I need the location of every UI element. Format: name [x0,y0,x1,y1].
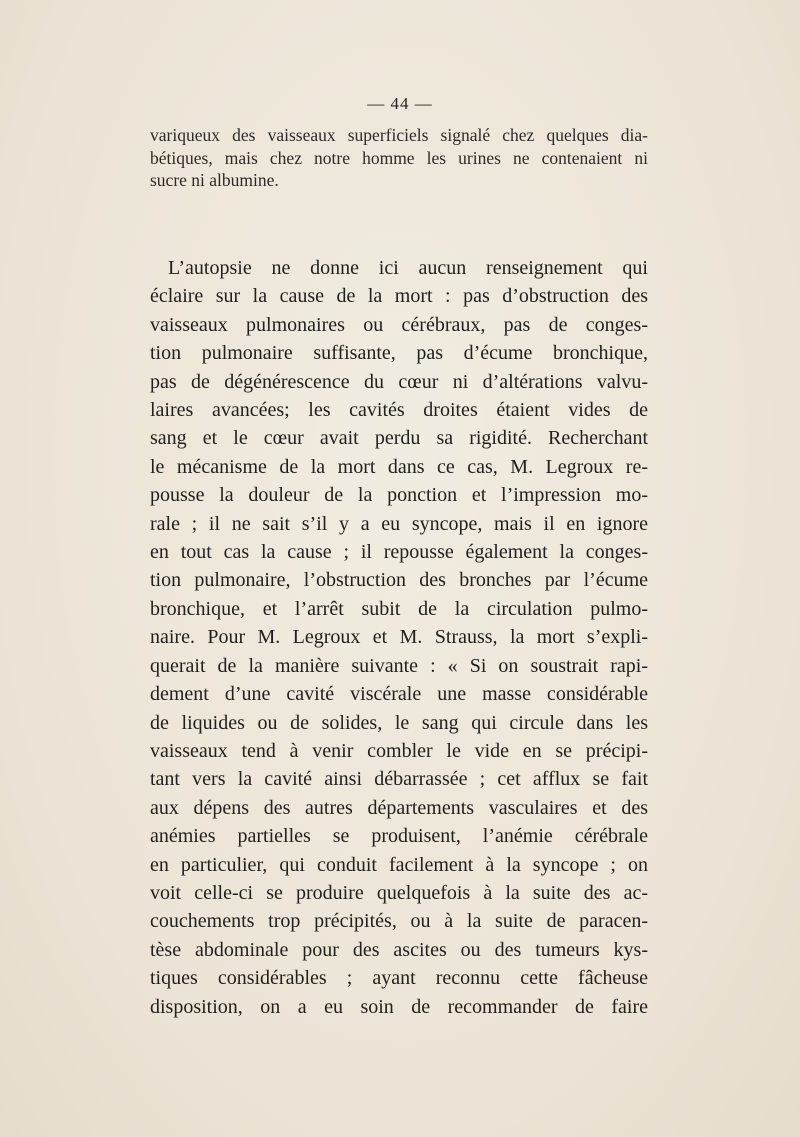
text-line: en tout cas la cause ; il repousse également la conges- [150,541,648,564]
text-line: bétiques, mais chez notre homme les urines ne contenaient ni [150,147,648,168]
text-line: sang et le cœur avait perdu sa rigidité. Recherchant [150,427,648,450]
text-line: vaisseaux tend à venir combler le vide en se précipi- [150,739,648,762]
text-line: le mécanisme de la mort dans ce cas, M. Legroux re- [150,455,648,478]
text-line: pas de dégénérescence du cœur ni d’altérations valvu- [150,370,648,393]
text-line: de liquides ou de solides, le sang qui circule dans les [150,711,648,734]
text-line: vaisseaux pulmonaires ou cérébraux, pas de conges- [150,313,648,336]
continued-paragraph [150,124,648,192]
text-line: L’autopsie ne donne ici aucun renseignement qui [168,257,648,279]
text-line: tion pulmonaire suffisante, pas d’écume bronchique, [150,342,648,365]
text-line: en particulier, qui conduit facilement à la syncope ; on [150,853,648,876]
text-line: voit celle-ci se produire quelquefois à la suite des ac- [150,881,648,904]
text-line: tèse abdominale pour des ascites ou des tumeurs kys- [150,938,648,961]
text-line: tiques considérables ; ayant reconnu cette fâcheuse [150,967,648,990]
text-line: sucre ni albumine. [150,170,279,190]
main-paragraph [150,254,648,1021]
text-line: variqueux des vaisseaux superficiels signalé chez quelques dia- [150,125,648,145]
text-line: couchements trop précipités, ou à la suite de paracen- [150,910,648,933]
page-number: — 44 — [367,94,433,113]
text-line: querait de la manière suivante : « Si on soustrait rapi- [150,654,648,677]
text-line: pousse la douleur de la ponction et l’impression mo- [150,484,648,507]
text-line: naire. Pour M. Legroux et M. Strauss, la mort s’expli- [150,626,648,649]
text-line: anémies partielles se produisent, l’anémie cérébrale [150,825,648,848]
text-line: tion pulmonaire, l’obstruction des bronches par l’écume [150,569,648,592]
text-line: éclaire sur la cause de la mort : pas d’obstruction des [150,285,648,308]
text-line: rale ; il ne sait s’il y a eu syncope, mais il en ignore [150,512,648,535]
text-line: disposition, on a eu soin de recommander de faire [150,995,648,1018]
text-line: aux dépens des autres départements vasculaires et des [150,796,648,819]
text-line: dement d’une cavité viscérale une masse considérable [150,683,648,706]
text-line: laires avancées; les cavités droites étaient vides de [150,399,648,422]
text-line: tant vers la cavité ainsi débarrassée ; cet afflux se fait [150,768,648,791]
text-line: bronchique, et l’arrêt subit de la circulation pulmo- [150,597,648,620]
